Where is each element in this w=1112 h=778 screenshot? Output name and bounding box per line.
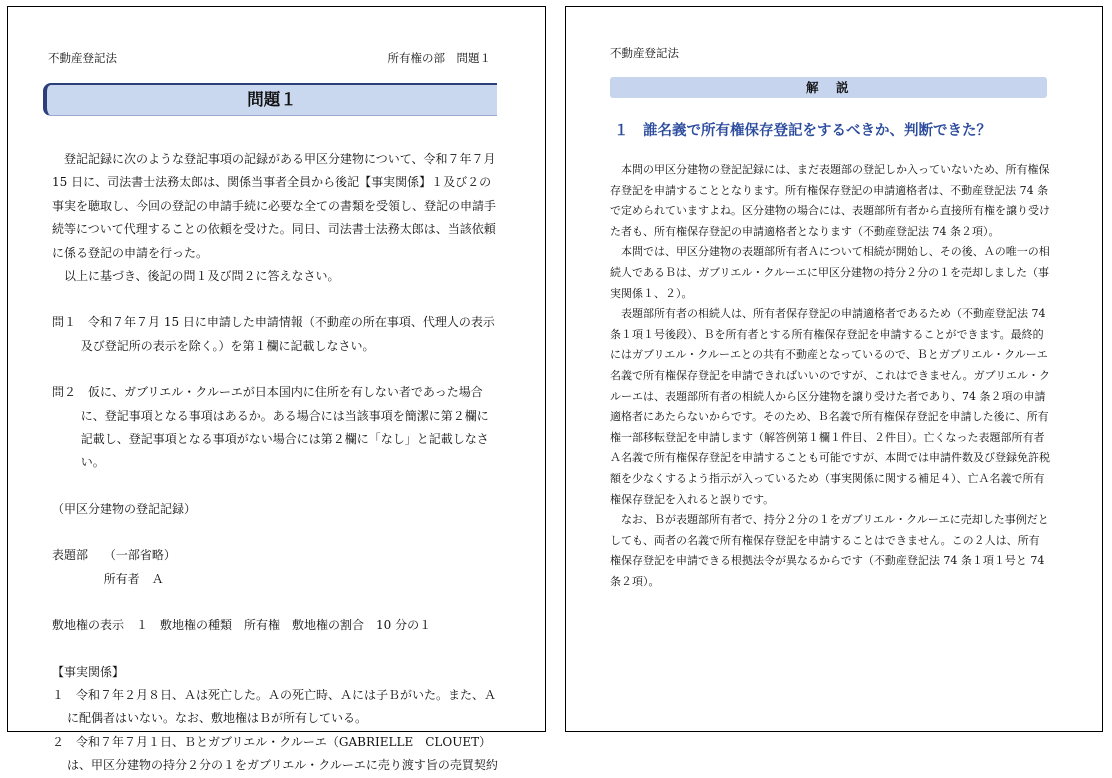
fact-1: １ 令和７年２月８日、Ａは死亡した。Ａの死亡時、Ａには子Ｂがいた。また、Ａに配偶者はいない。なお、敷地権はＢが所有している。: [52, 687, 497, 726]
section-heading: １ 誰名義で所有権保存登記をするべきか、判断できた？: [614, 123, 991, 139]
owner: 所有者 Ａ: [103, 571, 164, 586]
question-2: 問２ 仮に、ガブリエル・クルーエが日本国内に住所を有しない者であった場合に、登記事項となる事項はあるか。ある場合には当該事項を簡潔に第２欄に記載し、登記事項となる事項がない場合には第２欄に「なし」と記載しなさい。: [52, 385, 489, 470]
header-left: 不動産登記法: [610, 46, 679, 60]
shikichiken: 敷地権の表示 １ 敷地権の種類 所有権 敷地権の割合 10 分の１: [52, 618, 432, 633]
intro-paragraph: 登記記録に次のような登記事項の記録がある甲区分建物について、令和７年７月 15 日に、司法書士法務太郎は、関係当事者全員から後記【事実関係】１及び２の事実を聴取し、今回の登記の申請手続に必要な全ての書類を受領し、登記の申請手続等について代理することの依頼を受けた。同日、司法書士法務太郎は、当該依頼に係る登記の申請を行った。: [52, 152, 497, 260]
header-left: 不動産登記法: [48, 51, 117, 65]
question-body: [52, 148, 498, 778]
paragraph: 本問の甲区分建物の登記記録には、まだ表題部の登記しか入っていないため、所有権保存登記を申請することとなります。所有権保存登記の申請適格者は、不動産登記法 74 条で定められていますよね。区分建物の場合には、表題部所有者から直接所有権を譲り受けた者も、所有権保存登記の申請適格者となります（不動産登記法 74 条２項）。: [610, 163, 1050, 238]
explanation-body: [610, 160, 1050, 592]
facts-heading: 【事実関係】: [52, 664, 125, 679]
question-title: 問題１: [43, 83, 497, 116]
fact-2: ２ 令和７年７月１日、Ｂとガブリエル・クルーエ（GABRIELLE CLOUET）は、甲区分建物の持分２分の１をガブリエル・クルーエに売り渡す旨の売買契約: [52, 734, 498, 773]
intro-instruction: 以上に基づき、後記の問１及び問２に答えなさい。: [64, 269, 340, 284]
paragraph: 表題部所有者の相続人は、所有者保存登記の申請適格者であるため（不動産登記法 74 条１項１号後段）、Ｂを所有者とする所有権保存登記を申請することができます。最終的にはガブリエル・クルーエとの共有不動産となっているので、Ｂとガブリエル・クルーエ名義で所有権保存登記を申請できればいいのですが、これはできません。ガブリエル・クルーエは、表題部所有者の相続人から区分建物を譲り受けた者であり、74 条２項の申請適格者にあたらないからです。そのため、Ｂ名義で所有権保存登記を申請した後に、所有権一部移転登記を申請します（解答例第１欄１件目、２件目）。亡くなった表題部所有者Ａ名義で所有権保存登記を申請することも可能ですが、本問では申請件数及び登録免許税額を少なくするよう指示が入っているため（事実関係に関する補足４）、亡Ａ名義で所有権保存登記を入れると誤りです。: [610, 307, 1050, 506]
question-1: 問１ 令和７年７月 15 日に申請した申請情報（不動産の所在事項、代理人の表示及び登記所の表示を除く。）を第１欄に記載しなさい。: [52, 315, 495, 353]
header-right: 所有権の部 問題１: [387, 51, 491, 65]
hyodaibu: 表題部 （一部省略）: [52, 548, 176, 563]
section-bar: 解 説: [610, 77, 1047, 98]
page-right: [565, 6, 1103, 732]
paragraph: 本問では、甲区分建物の表題部所有者Ａについて相続が開始し、その後、Ａの唯一の相続人であるＢは、ガブリエル・クルーエに甲区分建物の持分２分の１を売却しました（事実関係１、２）。: [610, 245, 1050, 300]
record-heading: （甲区分建物の登記記録）: [52, 501, 197, 516]
page-left: [7, 6, 546, 773]
paragraph: なお、Ｂが表題部所有者で、持分２分の１をガブリエル・クルーエに売却した事例だとしても、両者の名義で所有権保存登記を申請することはできません。この２人は、所有権保存登記を申請できる根拠法令が異なるからです（不動産登記法 74 条１項１号と 74 条２項）。: [610, 513, 1049, 588]
